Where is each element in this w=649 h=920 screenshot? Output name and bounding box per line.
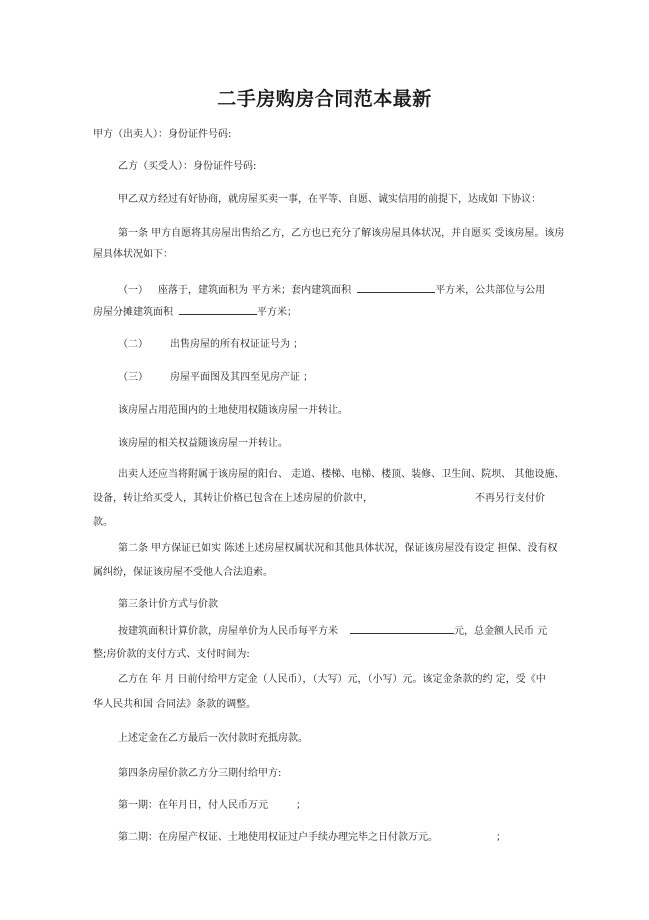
item-1-line-2-a: 房屋分摊建筑面积 xyxy=(93,307,173,318)
item-2-line xyxy=(118,338,303,352)
shared-area-blank xyxy=(179,304,257,315)
article-3-heading: 第三条计价方式与价款 xyxy=(118,599,218,610)
article-3-line-1 xyxy=(118,623,547,639)
item-1-text-b: 平方米，公共部位与公用 xyxy=(435,285,546,296)
article-1-line-2: 屋具体状况如下： xyxy=(93,249,173,260)
fixtures-line-2-a: 设备，转让给买受人，其转让价格已包含在上述房屋的价款中， xyxy=(93,493,373,504)
phase-1-text: 第一期：在年月日，付人民币万元 xyxy=(118,800,268,811)
article-3-line-1-a: 按建筑面积计算价款，房屋单价为人民币每平方米 xyxy=(118,626,338,637)
item-3-text: 房屋平面图及其四至见房产证 ； xyxy=(170,372,314,383)
article-4-heading: 第四条房屋价款乙方分三期付给甲方: xyxy=(118,768,282,779)
item-1-line-2 xyxy=(93,304,297,320)
article-2-line-1: 第二条 甲方保证已如实 陈述上述房屋权属状况和其他具体状况，保证该房屋没有设定 担保、没有权 xyxy=(118,543,558,554)
phase-2-semicolon: ； xyxy=(496,832,506,843)
article-1-line-1: 第一条 甲方自愿将其房屋出售给乙方，乙方也已充分了解该房屋具体状况，并自愿买 受该房屋。该房 xyxy=(118,228,565,239)
article-3-line-2: 整;房价款的支付方式、支付时间为: xyxy=(93,649,250,660)
item-2-prefix: （二） xyxy=(118,339,148,350)
item-3-line xyxy=(118,371,313,385)
item-2-text: 出售房屋的所有权证证号为 ； xyxy=(170,339,304,350)
party-b-line: 乙方（买受人）：身份证件号码: xyxy=(118,161,257,172)
article-2-line-2: 属纠纷，保证该房屋不受他人合法追索。 xyxy=(93,567,273,578)
unit-price-blank xyxy=(350,623,454,634)
deposit-line-2: 华人民共和国 合同法》条款的调整。 xyxy=(93,699,257,710)
item-1-line-2-b: 平方米； xyxy=(257,307,297,318)
rights-line: 该房屋的相关权益随该房屋一并转让。 xyxy=(118,438,288,449)
item-1-text-a: 座落于，建筑面积为 平方米；套内建筑面积 xyxy=(158,285,352,296)
land-use-line: 该房屋占用范围内的土地使用权随该房屋一并转让。 xyxy=(118,405,348,416)
inner-area-blank xyxy=(357,282,435,293)
fixtures-line-1: 出卖人还应当将附属于该房屋的阳台、 走道、楼梯、电梯、楼顶、装修、卫生间、院坝、 其他设施、 xyxy=(118,469,565,480)
phase-2-text: 第二期：在房屋产权证、土地使用权证过户手续办理完毕之日付款万元。 xyxy=(118,832,438,843)
phase-1-semicolon: ； xyxy=(296,800,306,811)
item-3-prefix: （三） xyxy=(118,372,148,383)
deposit-line-1: 乙方在 年 月 日前付给甲方定金（人民币），（大写）元，（小写）元。该定金条款的约 定，受《中 xyxy=(118,674,546,685)
item-1-line-1 xyxy=(118,282,545,298)
payment-phase-1 xyxy=(118,799,306,813)
intro-paragraph: 甲乙双方经过有好协商，就房屋买卖一事，在平等、自愿、诚实信用的前提下，达成如 下协议： xyxy=(118,194,542,205)
payment-phase-2 xyxy=(118,831,506,845)
fixtures-line-3: 款。 xyxy=(93,517,113,528)
deposit-line-3: 上述定金在乙方最后一次付款时充抵房款。 xyxy=(118,733,308,744)
item-1-prefix: （一） xyxy=(118,285,148,296)
fixtures-line-2 xyxy=(93,492,545,506)
document-title: 二手房购房合同范本最新 xyxy=(217,88,432,110)
party-a-line: 甲方（出卖人）：身份证件号码: xyxy=(93,129,232,140)
article-3-line-1-b: 元，总金额人民币 元 xyxy=(454,626,548,637)
fixtures-line-2-b: 不再另行支付价 xyxy=(475,493,545,504)
